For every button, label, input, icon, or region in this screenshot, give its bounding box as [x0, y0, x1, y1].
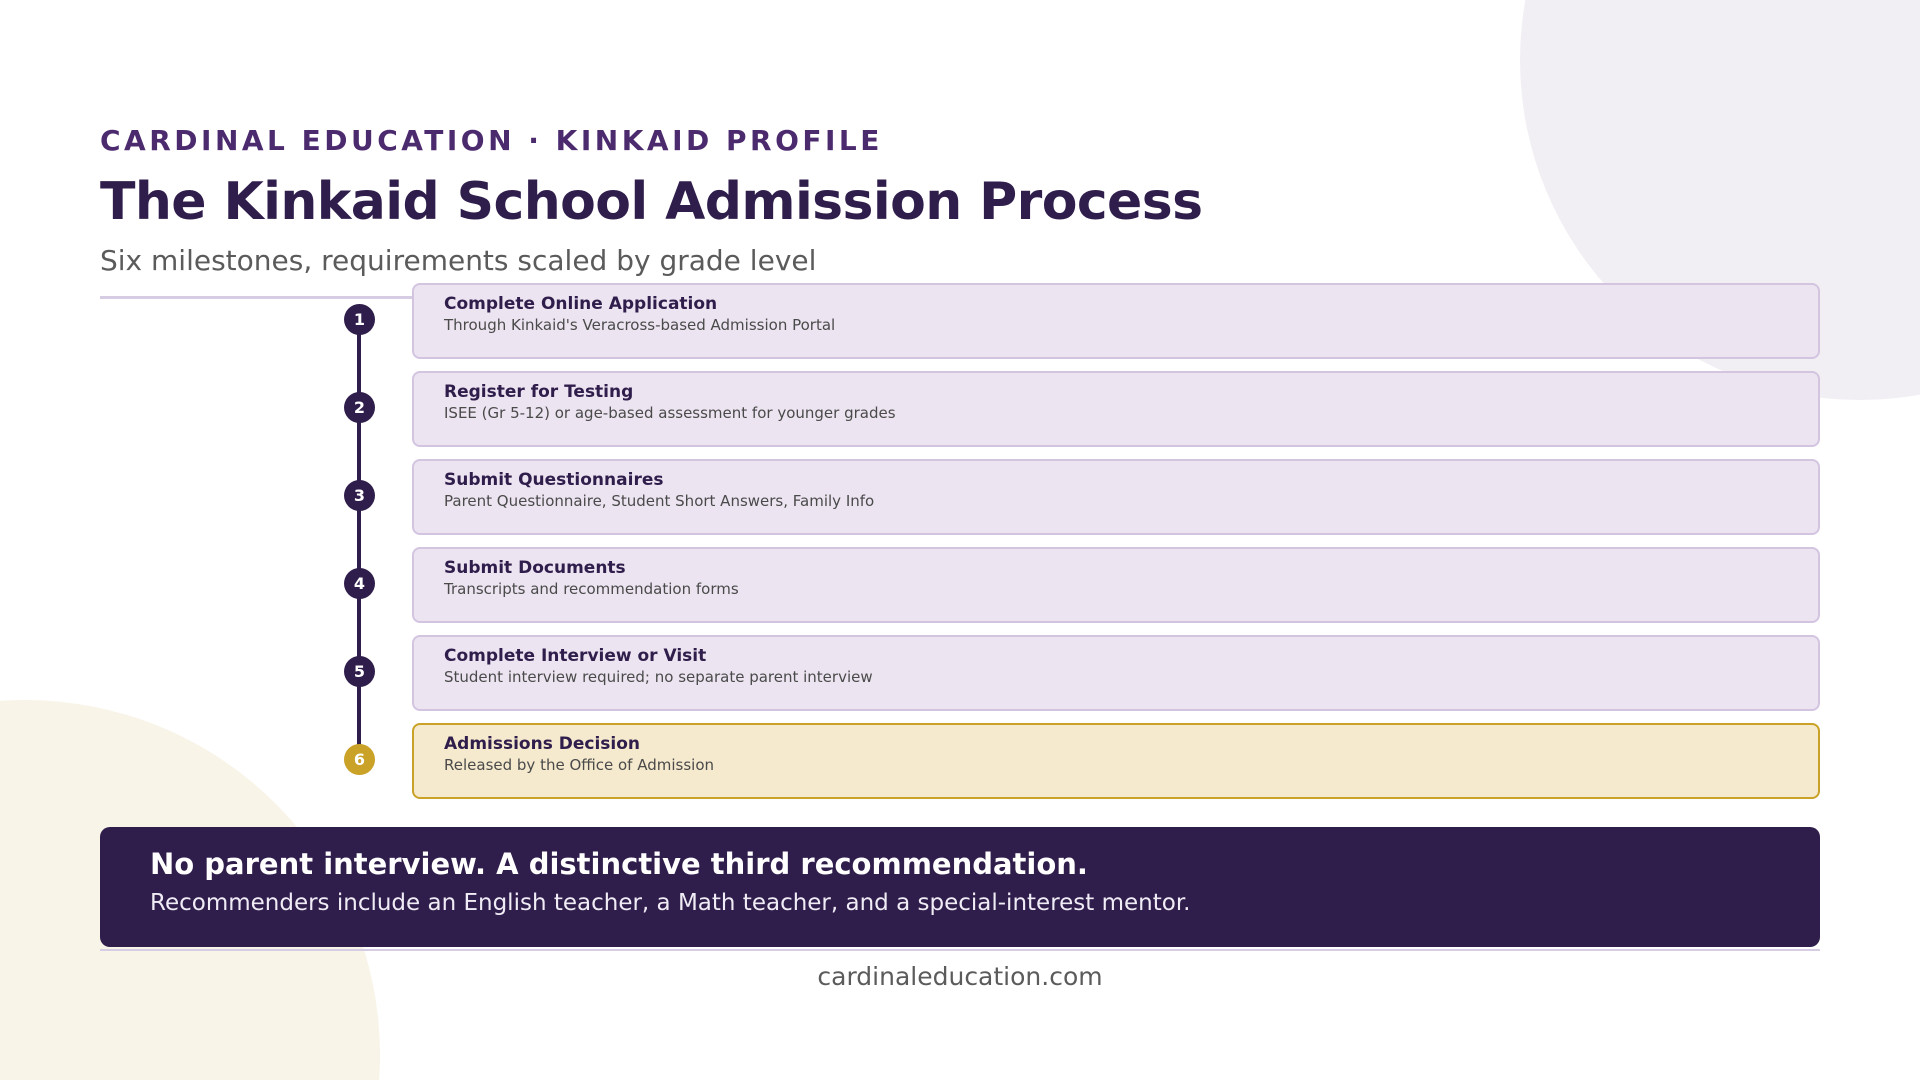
step-card-6: [412, 723, 1820, 799]
step-card-5: [412, 635, 1820, 711]
step-title: Submit Questionnaires: [444, 470, 664, 490]
step-description: Through Kinkaid's Veracross-based Admission Portal: [444, 316, 836, 334]
step-marker-1: 1: [344, 304, 375, 335]
step-description: Released by the Office of Admission: [444, 756, 715, 774]
footer-url: cardinaleducation.com: [817, 962, 1103, 991]
step-description: Student interview required; no separate parent interview: [444, 668, 873, 686]
step-description: ISEE (Gr 5-12) or age-based assessment for younger grades: [444, 404, 896, 422]
footer-divider: [100, 949, 1820, 951]
step-marker-6: 6: [344, 744, 375, 775]
step-title: Complete Online Application: [444, 294, 718, 314]
callout-text: Recommenders include an English teacher, a Math teacher, and a special-interest mentor.: [150, 890, 1191, 916]
step-marker-4: 4: [344, 568, 375, 599]
step-title: Complete Interview or Visit: [444, 646, 707, 666]
step-title: Register for Testing: [444, 382, 634, 402]
step-title: Submit Documents: [444, 558, 626, 578]
step-description: Transcripts and recommendation forms: [444, 580, 739, 598]
step-card-3: [412, 459, 1820, 535]
step-description: Parent Questionnaire, Student Short Answers, Family Info: [444, 492, 875, 510]
step-card-2: [412, 371, 1820, 447]
page-title: The Kinkaid School Admission Process: [100, 172, 1203, 232]
callout-banner: [100, 827, 1820, 947]
timeline-line: [357, 320, 361, 760]
step-card-4: [412, 547, 1820, 623]
step-marker-3: 3: [344, 480, 375, 511]
page-subtitle: Six milestones, requirements scaled by grade level: [100, 244, 817, 277]
step-marker-5: 5: [344, 656, 375, 687]
title-divider: [100, 296, 415, 299]
step-title: Admissions Decision: [444, 734, 641, 754]
step-card-1: [412, 283, 1820, 359]
eyebrow-label: CARDINAL EDUCATION · KINKAID PROFILE: [100, 124, 883, 157]
callout-heading: No parent interview. A distinctive third recommendation.: [150, 847, 1088, 881]
step-marker-2: 2: [344, 392, 375, 423]
